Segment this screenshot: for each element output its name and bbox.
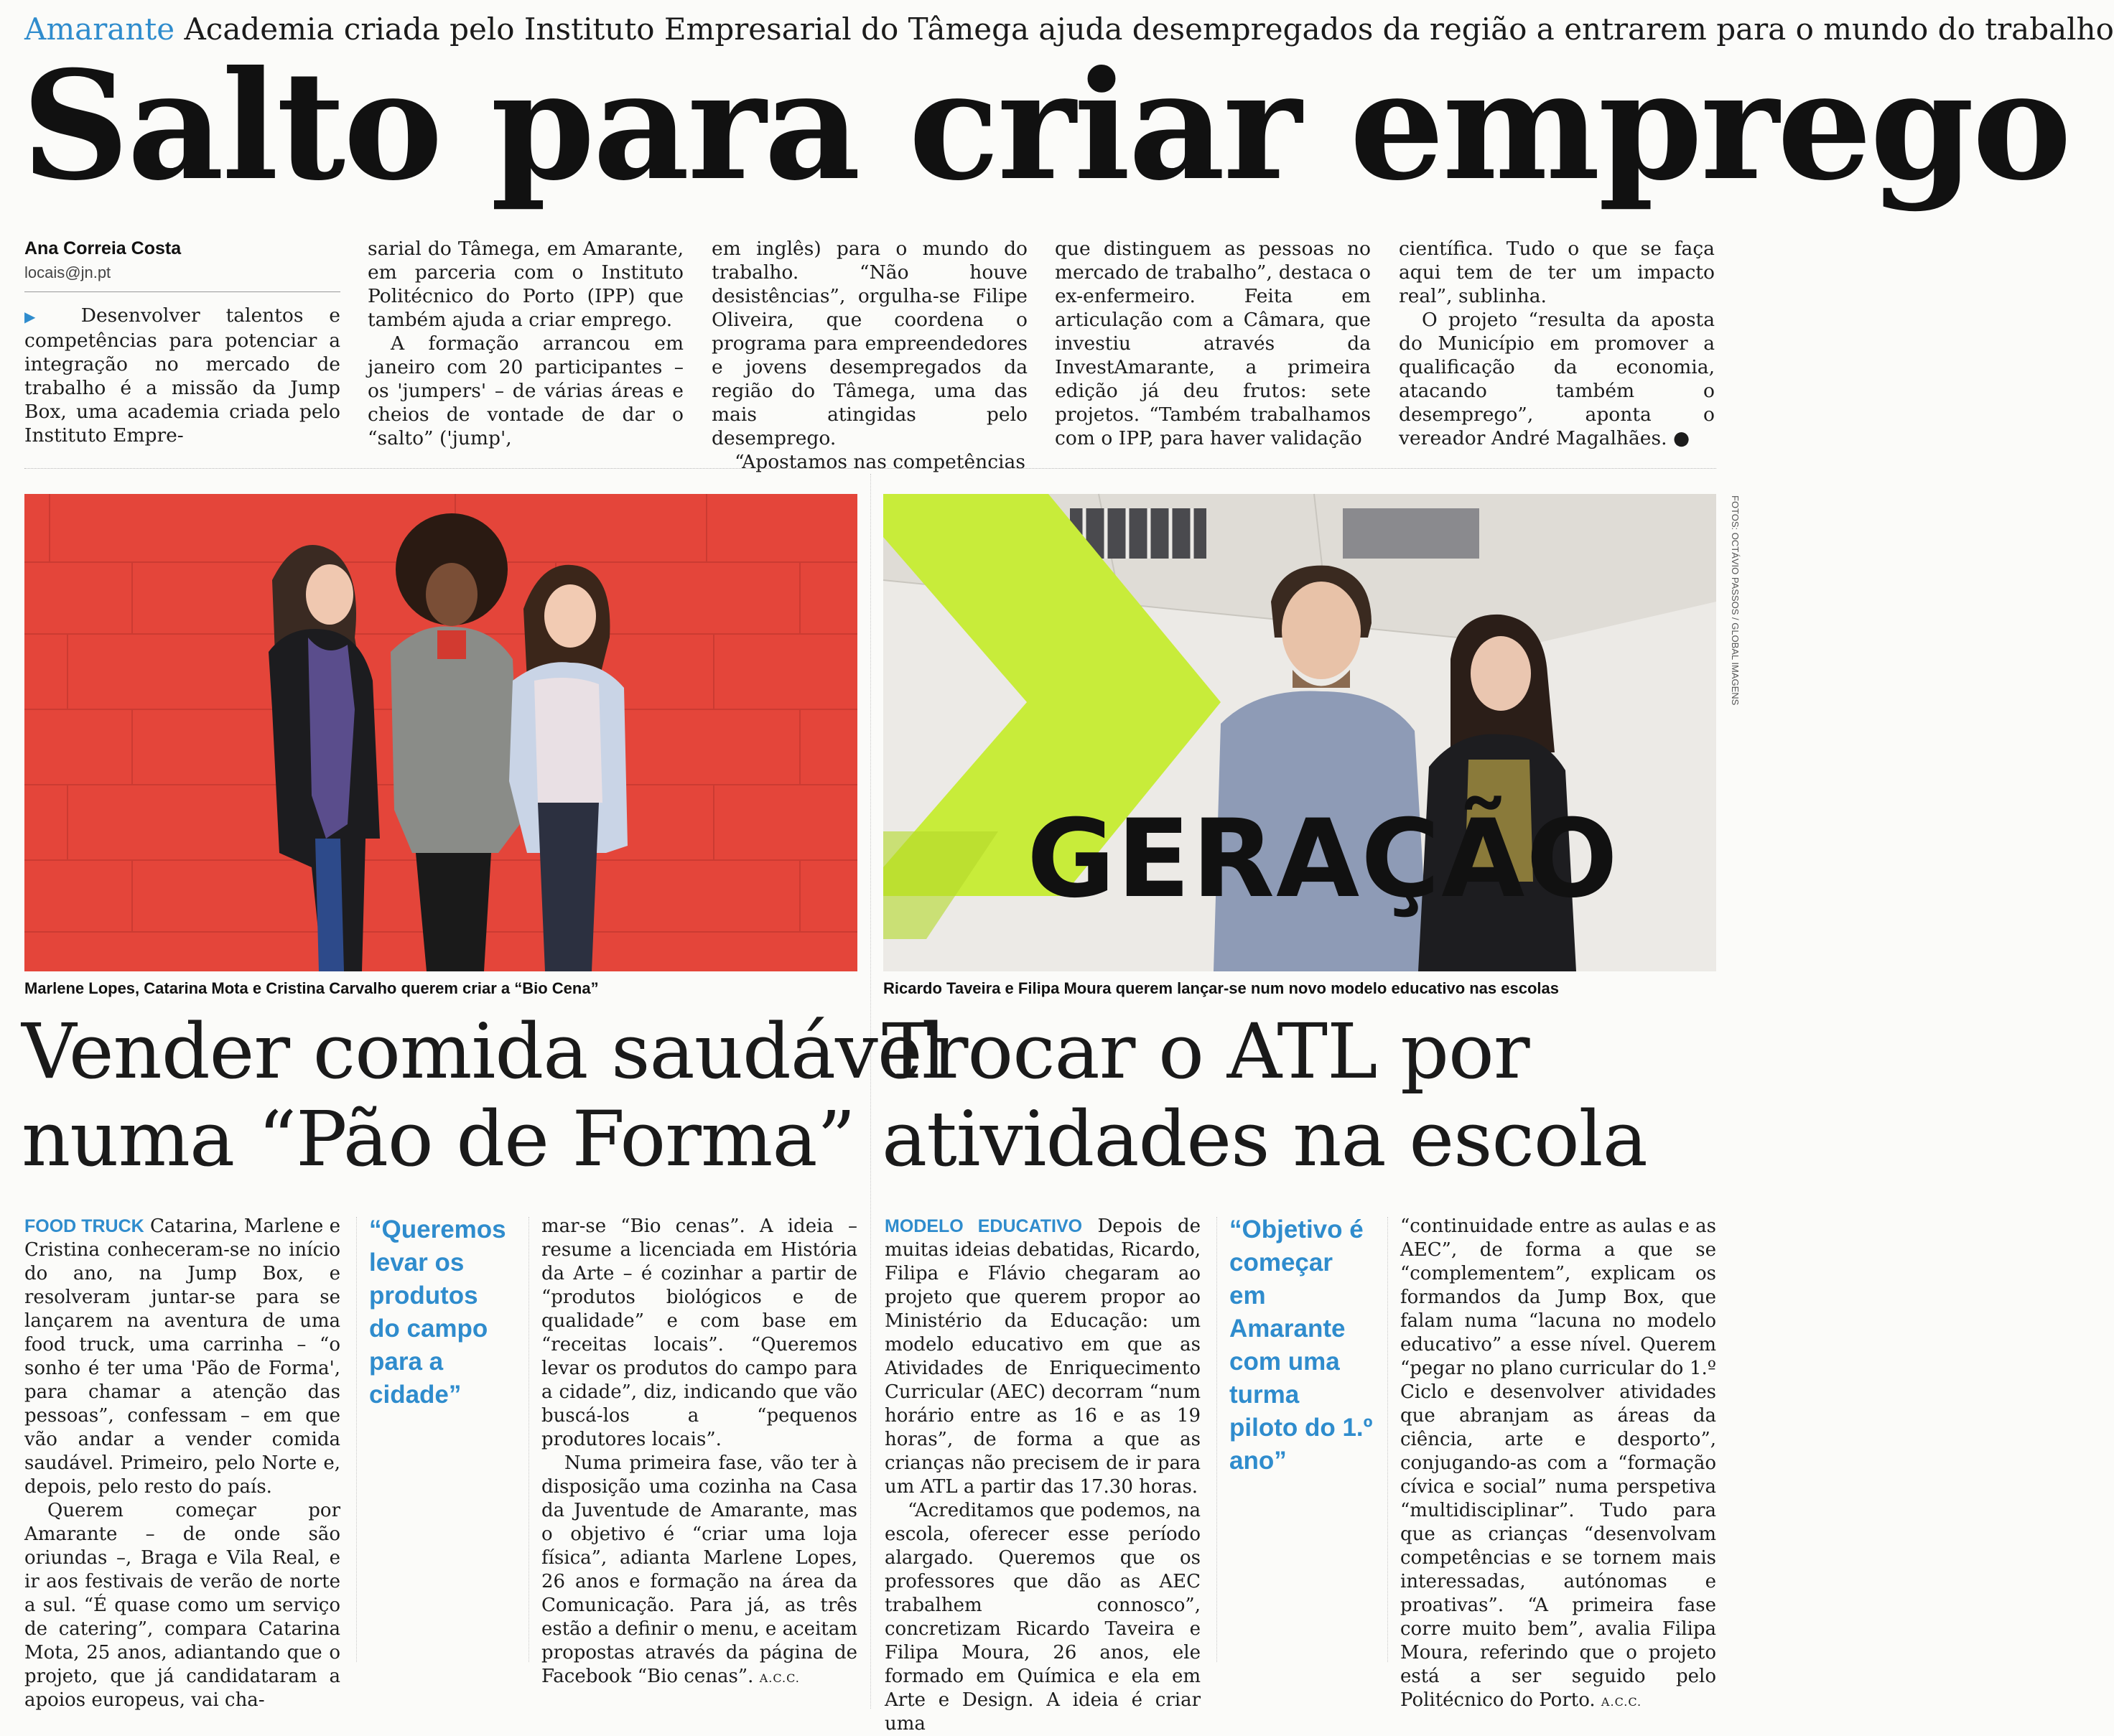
intro-text-4: que distinguem as pessoas no mercado de trabalho”, destaca o ex-enfermeiro. Feita em articulação com a Câmara, que investiu através da InvestAmarante, a primeira edição já deu frutos: sete projetos. “Também trabalhamos com o IPP, para haver validação (1055, 238, 1371, 449)
story-right-title-line-2: atividades na escola (882, 1095, 1647, 1183)
byline-email: locais@jn.pt (24, 263, 111, 281)
kicker-place: Amarante (24, 11, 175, 47)
byline-name: Ana Correia Costa (24, 238, 182, 258)
story-left-text-1a: Catarina, Marlene e Cristina conheceram-se no início do ano, na Jump Box, e resolveram juntar-se para se lançarem na aventura de uma food truck, uma carrinha – “o sonho é ter uma 'Pão de Forma', para chamar a atenção das pessoas”, confessam – em que vão andar a vender comida saudável. Primeiro, pelo Norte e, depois, pelo resto do país. (24, 1215, 341, 1498)
story-right-lead: MODELO EDUCATIVO (885, 1216, 1083, 1236)
story-left-title-line-1: Vender comida saudável (22, 1007, 946, 1096)
intro-column-1 (24, 237, 340, 447)
story-right-rule-1 (1216, 1217, 1217, 1662)
story-right-pull-quote: “Objetivo é começar em Amarante com uma turma piloto do 1.º ano” (1229, 1215, 1373, 1475)
story-left-signature: A.C.C. (759, 1671, 800, 1685)
intro-text-3b: “Apostamos nas competências (735, 451, 1025, 473)
intro-column-4 (1055, 237, 1371, 450)
story-left-rule-2 (528, 1217, 529, 1662)
intro-text-2b: A formação arrancou em janeiro com 20 participantes – os 'jumpers' – de várias áreas e cheios de vontade de dar o “salto” ('jump', (368, 332, 684, 449)
intro-column-2 (368, 237, 684, 450)
story-left-title-line-2: numa “Pão de Forma” (22, 1095, 855, 1183)
story-left-text-3b: Numa primeira fase, vão ter à disposição uma cozinha na Casa da Juventude de Amarante, mas o objetivo é “criar uma loja física”, adianta Marlene Lopes, 26 anos e formação na área da Comunicação. Para já, as três estão a definir o menu, e aceitam propostas através da página de Facebook “Bio cenas”. (541, 1452, 857, 1687)
photo-credit: FOTOS: OCTÁVIO PASSOS / GLOBAL IMAGENS (1730, 495, 1741, 706)
story-left-rule-1 (356, 1217, 357, 1662)
story-left-column-1 (24, 1215, 340, 1712)
bullet-triangle-icon: ▶ (24, 308, 55, 325)
story-right-column-1 (885, 1215, 1201, 1736)
story-right-title-line-1: Trocar o ATL por (882, 1007, 1529, 1096)
story-right-signature: A.C.C. (1601, 1695, 1642, 1709)
byline-rule (24, 291, 340, 292)
geracao-wall-text: GERAÇÃO (1027, 797, 1619, 922)
intro-text-2a: sarial do Tâmega, em Amarante, em parceria com o Instituto Politécnico do Porto (IPP) que também ajuda a criar emprego. (368, 238, 684, 331)
story-right-text-1a: Depois de muitas ideias debatidas, Ricardo, Filipa e Flávio chegaram ao projeto que querem propor ao Ministério da Educação: um modelo educativo em que as Atividades de Enriquecimento Curricular (AEC) decorram “num horário entre as 16 e as 19 horas”, de forma a que as crianças não precisem de ir para um ATL a partir das 17.30 horas. (885, 1215, 1201, 1498)
photo-bio-cena (24, 494, 857, 971)
story-left-pull-quote: “Queremos levar os produtos do campo para a cidade” (369, 1215, 506, 1409)
story-right-title (882, 1008, 1647, 1183)
intro-text-3a: em inglês) para o mundo do trabalho. “Não houve desistências”, orgulha-se Filipe Oliveira, que coordena o programa para empreendedores e jovens desempregados da região do Tâmega, uma das mais atingidas pelo desemprego. (712, 238, 1028, 449)
photo-bio-cena-caption: Marlene Lopes, Catarina Mota e Cristina Carvalho querem criar a “Bio Cena” (24, 979, 599, 997)
story-left-text-1b: Querem começar por Amarante – de onde são oriundas –, Braga e Vila Real, e ir aos festivais de verão de norte a sul. “É quase como um serviço de catering”, compara Catarina Mota, 25 anos, adiantando que o projeto, que já candidataram a apoios europeus, vai cha- (24, 1500, 340, 1711)
story-left-text-3a: mar-se “Bio cenas”. A ideia – resume a licenciada em História da Arte – é cozinhar a partir de “produtos biológicos e de qualidade” e com base em “receitas locais”. “Queremos levar os produtos do campo para a cidade”, diz, indicando que vão buscá-los a “pequenos produtores locais”. (541, 1215, 857, 1450)
story-right-text-1b: “Acreditamos que podemos, na escola, oferecer esse período alargado. Queremos que os professores que dão as AEC trabalhem connosco”, concretizam Ricardo Taveira e Filipa Moura, 26 anos, ele formado em Química e ela em Arte e Design. A ideia é criar uma (885, 1500, 1201, 1735)
story-right-rule-2 (1387, 1217, 1388, 1662)
story-left-lead: FOOD TRUCK (24, 1216, 144, 1236)
intro-text-5a: científica. Tudo o que se faça aqui tem de ter um impacto real”, sublinha. (1399, 238, 1715, 307)
story-left-column-3 (541, 1215, 857, 1690)
intro-column-5 (1399, 237, 1715, 450)
story-right-text-3: “continuidade entre as aulas e as AEC”, de forma a que se “complementem”, explicam os formandos da Jump Box, que falam numa “lacuna no modelo educativo” a esse nível. Querem “pegar no plano curricular do 1.º Ciclo e desenvolver atividades que abranjam as áreas da ciência, arte e desporto”, conjugando-as com a “formação cívica e social” numa perspetiva “multidisciplinar”. Tudo para que as crianças “desenvolvam competências e se tornem mais interessadas, autónomas e proativas”. “A primeira fase corre muito bem”, avalia Filipa Moura, referindo que o projeto está a ser seguido pelo Politécnico do Porto. (1400, 1215, 1716, 1711)
intro-column-3 (712, 237, 1028, 474)
photo-geracao-caption: Ricardo Taveira e Filipa Moura querem lançar-se num novo modelo educativo nas escolas (883, 979, 1559, 997)
end-mark-icon: ● (1672, 427, 1690, 449)
intro-text-1: Desenvolver talentos e competências para potenciar a integração no mercado de trabalho é a missão da Jump Box, uma academia criada pelo Instituto Empre- (24, 304, 340, 447)
story-left-title (22, 1008, 946, 1183)
story-right-column-3 (1400, 1215, 1716, 1714)
headline: Salto para criar emprego (22, 39, 2070, 214)
section-divider (24, 468, 1716, 469)
photo-geracao-illustration (883, 494, 1716, 971)
intro-text-5b: O projeto “resulta da aposta do Município em promover a qualificação da economia, atacando também o desemprego”, aponta o vereador André Magalhães. (1399, 309, 1715, 449)
photo-bio-cena-illustration (24, 494, 857, 971)
photo-geracao (883, 494, 1716, 971)
kicker-text: Academia criada pelo Instituto Empresarial do Tâmega ajuda desempregados da região a entrarem para o mundo do trabalho (184, 11, 2114, 47)
